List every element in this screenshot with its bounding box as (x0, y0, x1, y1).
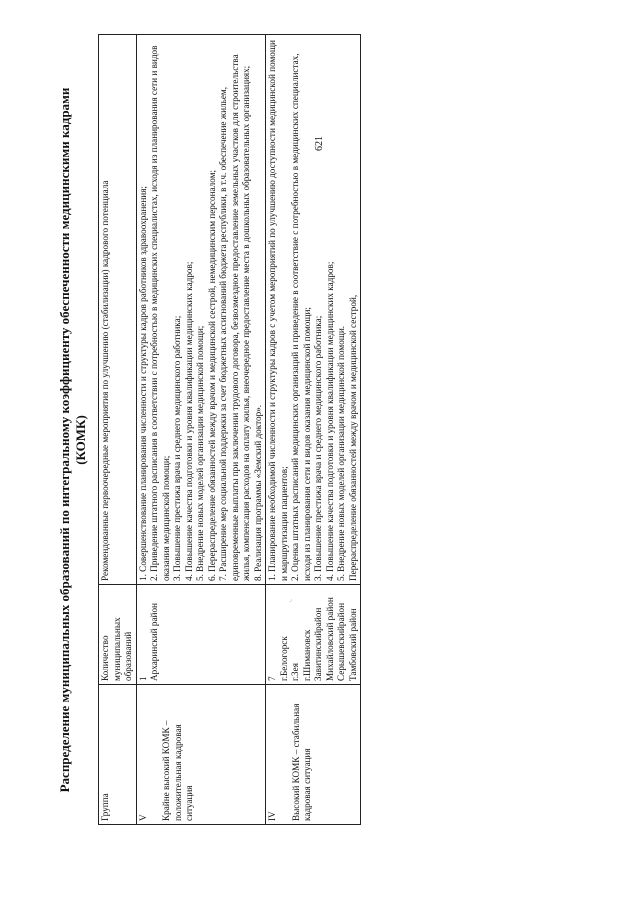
measures-cell (266, 35, 361, 585)
header-measures: Рекомендованные первоочередные мероприятия по улучшению (стабилизации) кадрового потенциала (99, 35, 137, 585)
municipality: Михайловский район (324, 597, 335, 681)
header-count: Количество муниципальных образований (99, 585, 137, 685)
header-group: Группа (99, 685, 137, 825)
group-cell (136, 685, 266, 825)
municipality: Завитинскийрайон (313, 607, 323, 681)
group-name: Крайне высокий КОМК – положительная кадровая ситуация (161, 720, 194, 821)
measure-item: 2. Приведение штатного расписания в соответствии с потребностью в медицинских специалистах, исходя из планирования сети и видов оказания медицинской помощи; (149, 45, 171, 581)
measure-item: 4. Повышение качества подготовки и уровня квалификации медицинских кадров; (183, 261, 194, 581)
measure-item: 1. Планирование необходимой численности и структуры кадров с учетом мероприятий по улучшению доступности медицинской помощи и маршрутизации пациентов; (267, 40, 289, 581)
measure-item: 5. Внедрение новых моделей организации медицинской помощи. (336, 325, 346, 581)
measure-item: 7. Расширение мер социальной поддержки за счет бюджетных ассигнований бюджета республики, в т.ч. обеспечение жильем, единовременные выплаты при заключении трудового договора, безвозмездное предоставление земельных участков для строительства жилья, компенсация расходов на оплату жилья, внеочередное предоставление места в дошкольных образовательных организациях; (218, 54, 251, 581)
table-sheet (98, 35, 580, 825)
measure-item: 1. Совершенствование планирования численности и структуры кадров работников здравоохранения; (137, 186, 148, 581)
group-code: V (137, 814, 148, 821)
table-row (266, 35, 361, 825)
measure-item: 6. Перераспределение обязанностей между врачом и медицинской сестрой, немедицинским персоналом; (206, 169, 217, 581)
measure-item: 8. Реализация программы «Земский доктор». (252, 404, 263, 581)
measure-item: 3. Повышение престижа врача и среднего медицинского работника; (172, 315, 182, 581)
table-header-row (99, 35, 137, 825)
count-value: 1 (137, 676, 148, 681)
group-cell (266, 685, 361, 825)
municipality: г.Шимановск (301, 629, 312, 681)
municipality: г.Белогорск (278, 636, 289, 681)
measures-cell (136, 35, 266, 585)
measure-item: Перераспределение обязанностей между врачом и медицинской сестрой, (347, 294, 358, 581)
group-code: IV (267, 811, 277, 821)
distribution-table (98, 34, 361, 825)
municipality: Тамбовский район (347, 608, 358, 681)
scan-speck: ·. (287, 599, 294, 603)
measure-item: 2. Оценка штатных расписаний медицинских организаций и приведение в соответствие с потребностью в медицинских специалистах, исходя из планирования сети и видов оказания медицинской помощи; (290, 53, 312, 581)
measure-item: 3. Повышение престижа врача и среднего медицинского работника; (313, 315, 323, 581)
table-row (136, 35, 266, 825)
municipality: Архаринский район (149, 603, 159, 681)
count-value: 7 (267, 676, 277, 681)
group-name: Высокий КОМК – стабильная кадровая ситуация (290, 703, 312, 821)
municipality: Серышевскийрайон (336, 603, 346, 681)
measure-item: 5. Внедрение новых моделей организации медицинской помощи; (195, 325, 205, 581)
count-cell (266, 585, 361, 685)
measure-item: 4. Повышение качества подготовки и уровня квалификации медицинских кадров; (324, 261, 335, 581)
page-number: 621 (314, 136, 325, 151)
municipality: г.Зея (290, 663, 300, 681)
count-cell (136, 585, 266, 685)
document-title: Распределение муниципальных образований по интегральному коэффициенту обеспеченности медицинскими кадрами (КОМК) (57, 87, 88, 793)
